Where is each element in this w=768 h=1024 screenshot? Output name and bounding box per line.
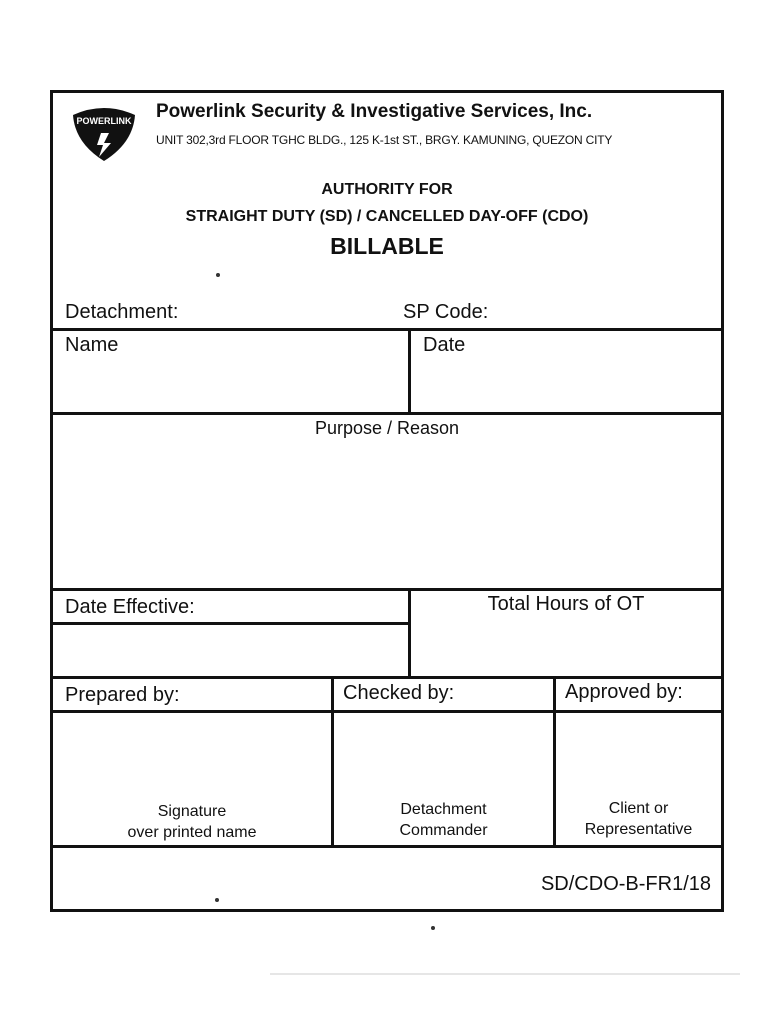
sd-cdo-authority-form — [50, 90, 724, 912]
sp-code-label: SP Code: — [403, 301, 489, 323]
form-title-line2: STRAIGHT DUTY (SD) / CANCELLED DAY-OFF (CDO) — [185, 208, 589, 225]
divider — [53, 328, 721, 331]
company-logo — [71, 105, 137, 163]
caption-line: Signature — [157, 803, 227, 820]
purpose-reason-label: Purpose / Reason — [314, 418, 460, 438]
divider — [53, 412, 721, 415]
caption-line: Detachment — [400, 801, 487, 818]
total-hours-ot-label: Total Hours of OT — [487, 593, 645, 615]
checked-by-caption — [334, 799, 553, 841]
date-label: Date — [423, 334, 466, 356]
prepared-by-label: Prepared by: — [65, 684, 180, 706]
scan-speck — [431, 926, 435, 930]
caption-line: Representative — [584, 821, 693, 838]
name-label: Name — [65, 334, 119, 356]
approved-by-caption — [556, 798, 721, 840]
caption-line: Commander — [399, 822, 488, 839]
approved-by-label: Approved by: — [565, 681, 683, 703]
scan-artifact-line — [270, 973, 740, 975]
divider — [53, 622, 411, 625]
form-title-line1: AUTHORITY FOR — [321, 181, 453, 198]
divider — [53, 676, 721, 679]
caption-line: Client or — [608, 800, 669, 817]
logo-wordmark: POWERLINK — [76, 116, 132, 126]
form-title-billable: BILLABLE — [330, 233, 444, 259]
caption-line: over printed name — [127, 824, 257, 841]
checked-by-label: Checked by: — [343, 682, 455, 704]
company-address: UNIT 302,3rd FLOOR TGHC BLDG., 125 K-1st ST., BRGY. KAMUNING, QUEZON CITY — [156, 133, 613, 147]
detachment-label: Detachment: — [65, 301, 179, 323]
scan-speck — [216, 273, 220, 277]
divider — [53, 845, 721, 848]
company-name: Powerlink Security & Investigative Services, Inc. — [156, 101, 593, 122]
divider — [408, 328, 411, 415]
prepared-by-caption — [53, 801, 331, 843]
date-effective-label: Date Effective: — [65, 596, 195, 618]
divider — [53, 710, 721, 713]
divider — [53, 588, 721, 591]
form-code: SD/CDO-B-FR1/18 — [540, 873, 711, 895]
scan-speck — [215, 898, 219, 902]
